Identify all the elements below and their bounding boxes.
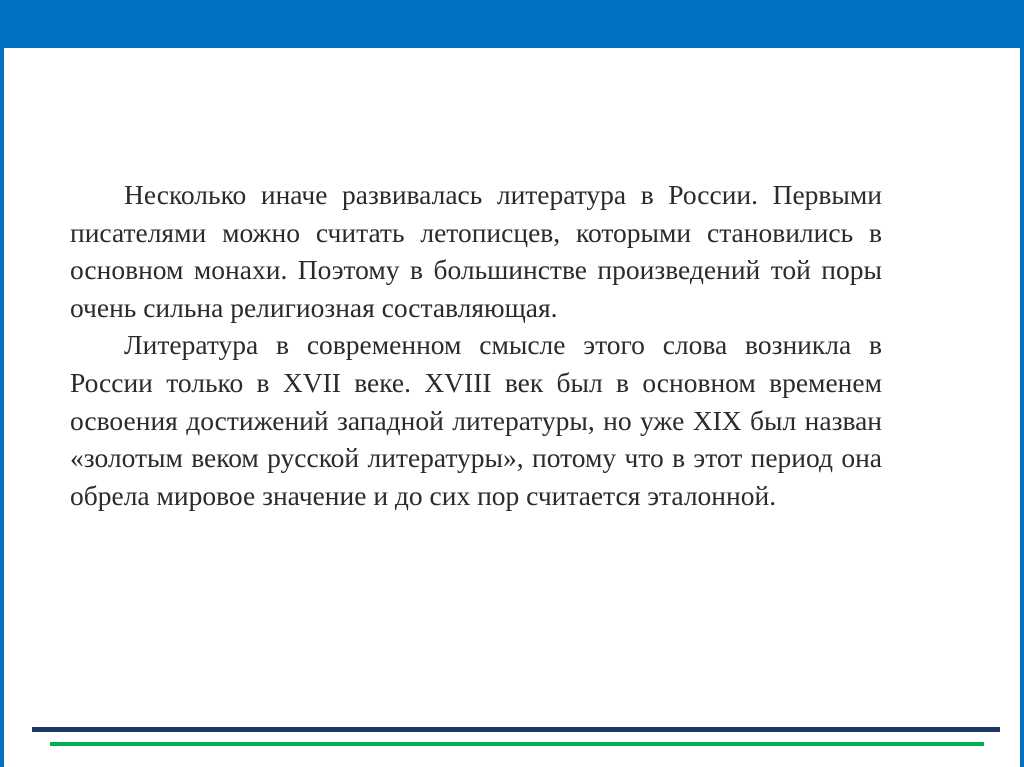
- paragraph-1: Несколько иначе развивалась литература в России. Первыми писателями можно считать летописцев, которыми становились в основном монахи. Поэтому в большинстве произведений той поры очень сильна религиозная составляющая.: [70, 179, 882, 323]
- footer-rule-navy: [32, 727, 1000, 732]
- frame-left-border: [0, 48, 4, 767]
- frame-right-border: [1020, 48, 1024, 767]
- paragraph-2: Литература в современном смысле этого слова возникла в России только в XVII веке. XVIII век был в основном временем освоения достижений западной литературы, но уже XIX был назван «золотым веком русской литературы», потому что в этот период она обрела мировое значение и до сих пор считается эталонной.: [70, 329, 882, 511]
- body-text: [70, 176, 882, 514]
- footer-rule-green: [50, 742, 984, 746]
- header-bar: [0, 0, 1024, 48]
